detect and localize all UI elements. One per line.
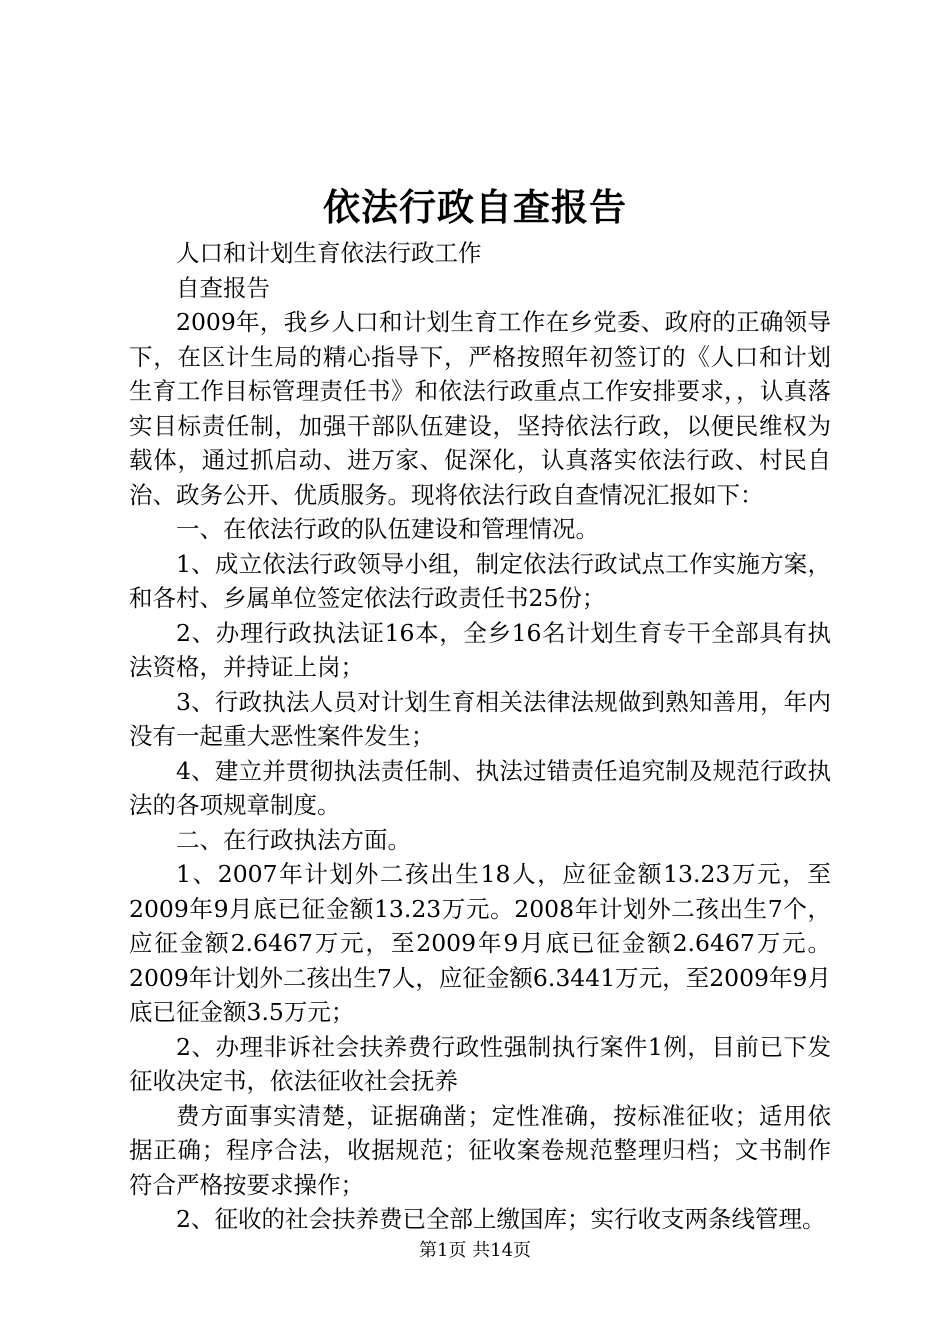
paragraph-subtitle-2: 自查报告	[176, 273, 270, 302]
section-heading-2: 二、在行政执法方面。	[176, 825, 411, 854]
paragraph-intro: 2009年，我乡人口和计划生育工作在乡党委、政府的正确领导下，在区计生局的精心指导下，严格按照年初签订的《人口和计划生育工作目标管理责任书》和依法行政重点工作安排要求，，认真落实目标责任制，加强干部队伍建设，坚持依法行政，以便民维权为载体，通过抓启动、进万家、促深化，认真落实依法行政、村民自治、政务公开、优质服务。现将依法行政自查情况汇报如下：	[129, 308, 831, 509]
document-title: 依法行政自查报告	[323, 185, 627, 229]
paragraph-subtitle-1: 人口和计划生育依法行政工作	[176, 239, 482, 267]
page-footer: 第1页 共14页	[418, 1240, 532, 1261]
paragraph-item: 1、成立依法行政领导小组，制定依法行政试点工作实施方案，和各村、乡属单位签定依法行政责任书25份；	[129, 549, 831, 612]
paragraph-item: 2、办理行政执法证16本，全乡16名计划生育专干全部具有执法资格，并持证上岗；	[129, 618, 831, 681]
paragraph-item: 费方面事实清楚，证据确凿；定性准确，按标准征收；适用依据正确；程序合法，收据规范；征收案卷规范整理归档；文书制作符合严格按要求操作；	[129, 1101, 831, 1199]
paragraph-item: 3、行政执法人员对计划生育相关法律法规做到熟知善用，年内没有一起重大恶性案件发生；	[129, 687, 831, 750]
paragraph-item: 2、征收的社会扶养费已全部上缴国库；实行收支两条线管理。	[176, 1205, 826, 1233]
paragraph-item: 1、2007年计划外二孩出生18人，应征金额13.23万元，至2009年9月底已征金额13.23万元。2008年计划外二孩出生7个，应征金额2.6467万元，至2009年9月底已征金额2.6467万元。2009年计划外二孩出生7人，应征金额6.3441万元，至2009年9月底已征金额3.5万元；	[129, 860, 831, 1026]
document-body	[129, 236, 831, 1237]
section-heading-1: 一、在依法行政的队伍建设和管理情况。	[176, 515, 599, 543]
paragraph-item: 4、建立并贯彻执法责任制、执法过错责任追究制及规范行政执法的各项规章制度。	[129, 756, 831, 819]
paragraph-item: 2、办理非诉社会扶养费行政性强制执行案件1例，目前已下发征收决定书，依法征收社会抚养	[129, 1032, 831, 1095]
